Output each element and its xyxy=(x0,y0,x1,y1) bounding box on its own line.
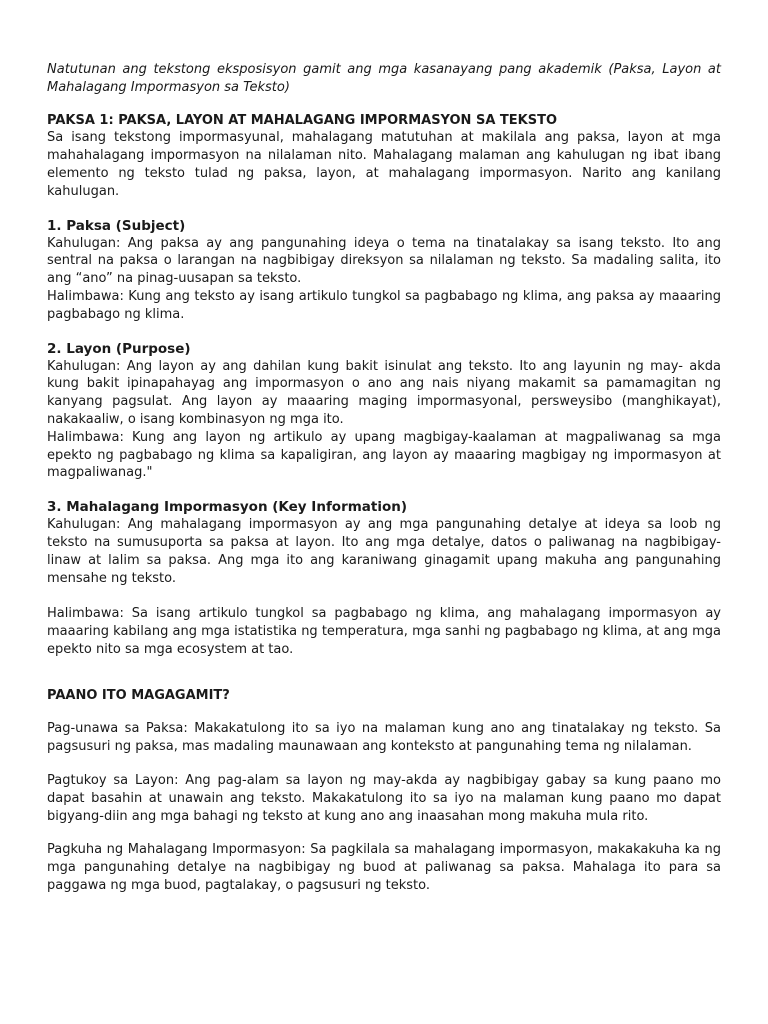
section-halimbawa: Halimbawa: Kung ang teksto ay isang artikulo tungkol sa pagbabago ng klima, ang paksa ay maaaring pagbabago ng klima. xyxy=(47,288,721,322)
section-layon xyxy=(47,340,721,483)
usage-heading: PAANO ITO MAGAGAMIT? xyxy=(47,687,230,703)
section-kahulugan: Kahulugan: Ang mahalagang impormasyon ay ang mga pangunahing detalye at ideya sa loob ng teksto na sumusuporta sa paksa at layon. Ito ang mga detalye, datos o paliwanag na nagbibigay- linaw at lalim sa paksa. Ang mga ito ang karaniwang ginagamit upang makuha ang pangunahing mensahe ng teksto. xyxy=(47,517,721,586)
intro-text: Natutunan ang tekstong eksposisyon gamit ang mga kasanayang pang akademik (Paksa, Layon at Mahalagang Impormasyon sa Teksto) xyxy=(47,62,721,95)
section-mahalagang-impormasyon xyxy=(47,498,721,658)
main-heading: PAKSA 1: PAKSA, LAYON AT MAHALAGANG IMPORMASYON SA TEKSTO xyxy=(47,112,558,128)
main-paragraph: Sa isang tekstong impormasyunal, mahalagang matutuhan at makilala ang paksa, layon at mga mahahalagang impormasyon na nilalaman nito. Mahalagang malaman ang kahulugan ng ibat ibang elemento ng teksto tulad ng paksa, layon, at mahalagang impormasyon. Narito ang kanilang kahulugan. xyxy=(47,130,721,199)
section-title: 1. Paksa (Subject) xyxy=(47,217,186,234)
section-kahulugan: Kahulugan: Ang layon ay ang dahilan kung bakit isinulat ang teksto. Ito ang layunin ng may- akda kung bakit ipinapahayag ang impormasyon o ano ang nais niyang makamit sa pamamagitan ng kanyang pagsulat. Ang layon ay maaaring maging impormasyonal, persweysibo (manghikayat), nakakaaliw, o isang kombinasyon ng mga ito. xyxy=(47,358,721,427)
section-paksa xyxy=(47,217,721,324)
section-halimbawa: Halimbawa: Kung ang layon ng artikulo ay upang magbigay-kaalaman at magpaliwanag sa mga epekto ng pagbabago ng klima sa kapaligiran, ang layon ay maaaring magbigay ng impormasyon at magpaliwanag." xyxy=(47,429,721,481)
section-kahulugan: Kahulugan: Ang paksa ay ang pangunahing ideya o tema na tinatalakay sa isang teksto. Ito ang sentral na paksa o larangan na nagbibigay direksyon sa nilalaman ng teksto. Sa madaling salita, ito ang “ano” na pinag-uusapan sa teksto. xyxy=(47,235,721,287)
section-title: 3. Mahalagang Impormasyon (Key Information) xyxy=(47,499,408,516)
usage-paragraph: Pagkuha ng Mahalagang Impormasyon: Sa pagkilala sa mahalagang impormasyon, makakakuha ka ng mga pangunahing detalye na nagbibigay ng buod at paliwanag sa paksa. Mahalaga ito para sa paggawa ng mga buod, pagtalakay, o pagsusuri ng teksto. xyxy=(47,842,721,893)
section-halimbawa: Halimbawa: Sa isang artikulo tungkol sa pagbabago ng klima, ang mahalagang impormasyon ay maaaring kabilang ang mga istatistika ng temperatura, mga sanhi ng pagbabago ng klima, at ang mga epekto nito sa mga ecosystem at tao. xyxy=(47,606,721,657)
usage-paragraph: Pagtukoy sa Layon: Ang pag-alam sa layon ng may-akda ay nagbibigay gabay sa kung paano mo dapat basahin at unawain ang teksto. Makakatulong ito sa iyo na malaman kung paano mo dapat bigyang-diin ang mga bahagi ng teksto at kung ano ang inaasahan mong makuha mula rito. xyxy=(47,772,721,824)
section-title: 2. Layon (Purpose) xyxy=(47,340,191,357)
usage-paragraph: Pag-unawa sa Paksa: Makakatulong ito sa iyo na malaman kung ano ang tinatalakay ng teksto. Sa pagsusuri ng paksa, mas madaling maunawaan ang konteksto at pangunahing tema ng nilalaman. xyxy=(47,721,721,755)
